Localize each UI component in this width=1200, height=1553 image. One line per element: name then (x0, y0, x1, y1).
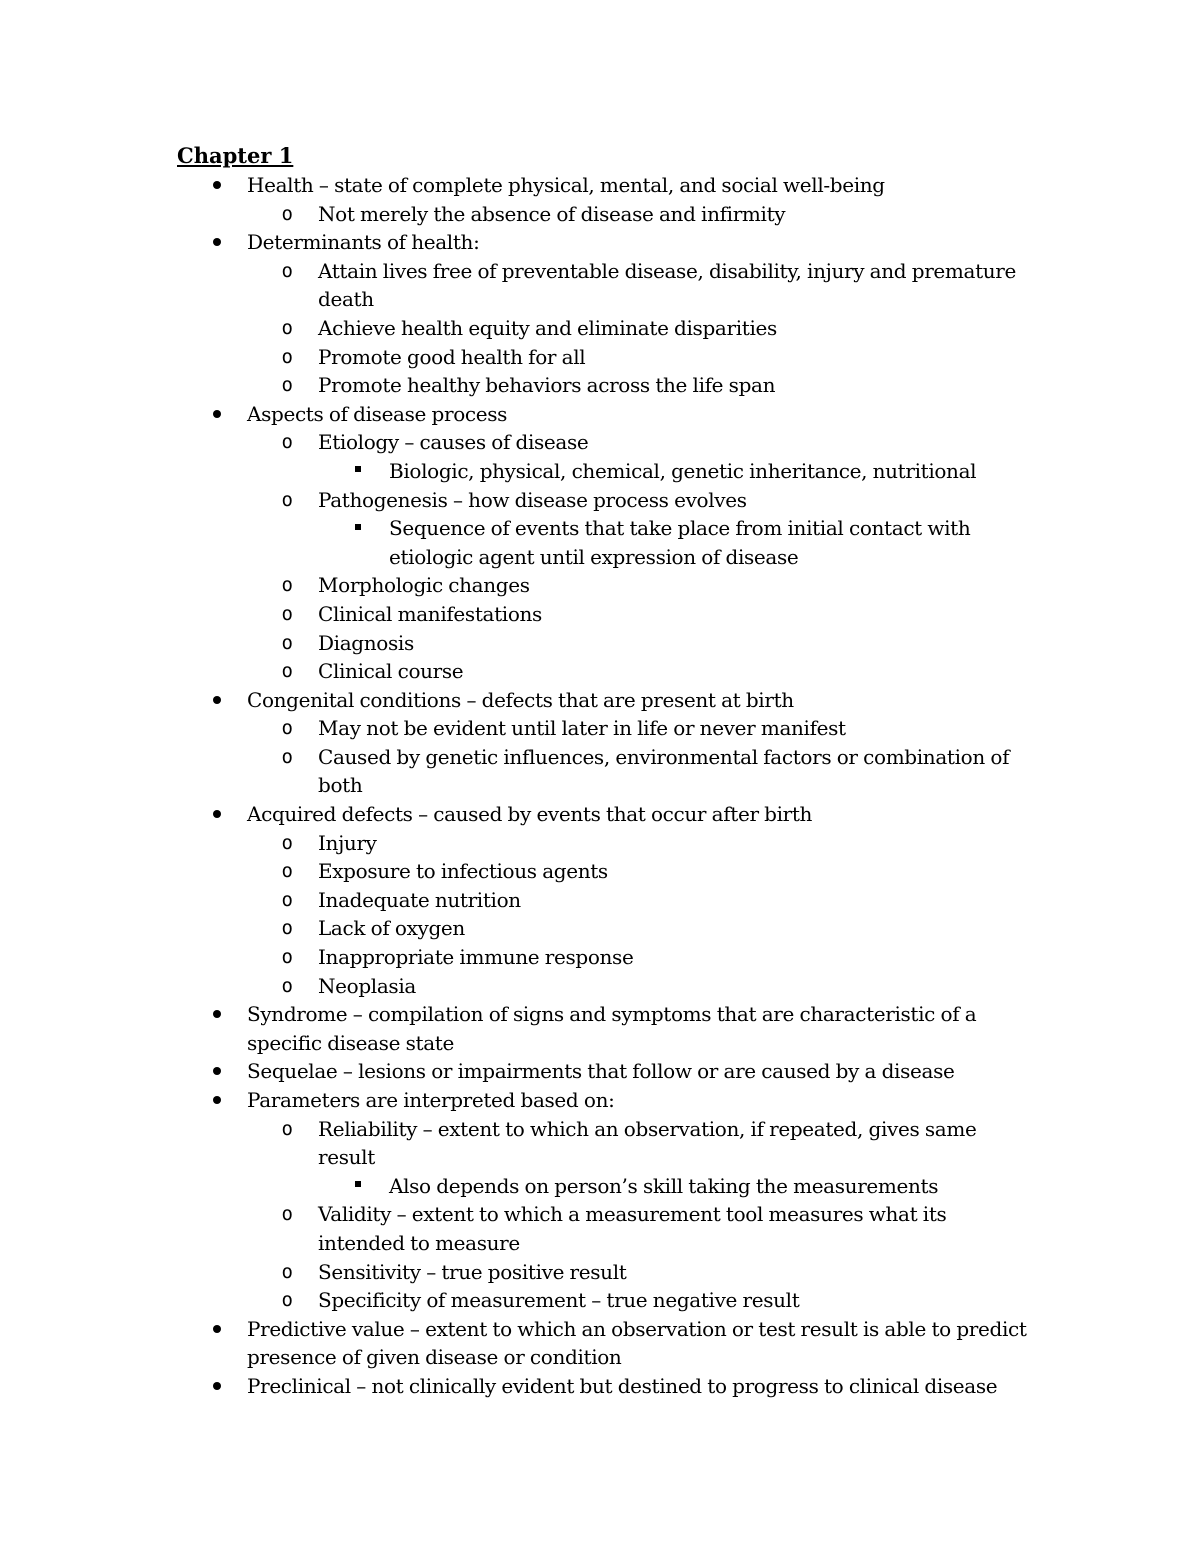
outline-item-text: May not be evident until later in life or never manifest (318, 716, 846, 741)
outline-item-level-2 (177, 314, 1037, 343)
square-bullet-icon (348, 514, 368, 543)
outline-item-text: Predictive value – extent to which an observation or test result is able to predict presence of given disease or condition (247, 1316, 1027, 1370)
outline-item-level-1 (177, 800, 1037, 829)
circle-bullet-icon: o (281, 1289, 293, 1312)
outline-item-text: Aspects of disease process (247, 401, 508, 426)
disc-bullet-icon (207, 228, 227, 257)
outline-item-text: Promote good health for all (318, 344, 586, 369)
outline-item-level-1 (177, 686, 1037, 715)
outline-item-level-2 (177, 886, 1037, 915)
circle-bullet-icon: o (281, 1203, 293, 1226)
outline-item-text: Neoplasia (318, 973, 416, 998)
outline-item-level-1 (177, 1086, 1037, 1115)
disc-bullet-icon (207, 171, 227, 200)
disc-bullet-icon (207, 1315, 227, 1344)
outline-item-text: Promote healthy behaviors across the life span (318, 373, 776, 398)
outline-item-text: Clinical manifestations (318, 601, 542, 626)
outline-item-text: Inappropriate immune response (318, 945, 634, 970)
outline-item-level-2 (177, 1200, 1037, 1257)
disc-bullet-icon (207, 1000, 227, 1029)
circle-bullet-icon: o (281, 602, 293, 625)
circle-bullet-icon: o (281, 717, 293, 740)
disc-bullet-icon (207, 1057, 227, 1086)
outline-item-level-2 (177, 428, 1037, 457)
circle-bullet-icon: o (281, 488, 293, 511)
outline-item-level-1 (177, 400, 1037, 429)
chapter-heading: Chapter 1 (177, 143, 294, 168)
outline-item-text: Sequelae – lesions or impairments that follow or are caused by a disease (247, 1059, 955, 1084)
outline-item-level-2 (177, 1115, 1037, 1172)
outline-item-level-2 (177, 200, 1037, 229)
circle-bullet-icon: o (281, 574, 293, 597)
outline-item-text: Validity – extent to which a measurement tool measures what its intended to measure (318, 1202, 947, 1255)
outline-item-text: Not merely the absence of disease and infirmity (318, 201, 786, 226)
disc-bullet-icon (207, 400, 227, 429)
outline-item-text: Syndrome – compilation of signs and symptoms that are characteristic of a specific disease state (247, 1002, 977, 1055)
outline-item-level-2 (177, 1258, 1037, 1287)
outline-item-text: Parameters are interpreted based on: (247, 1088, 615, 1112)
circle-bullet-icon: o (281, 860, 293, 883)
outline-item-level-1 (177, 1315, 1037, 1372)
outline-item-text: Clinical course (318, 659, 464, 684)
outline-list (177, 171, 1037, 1401)
outline-item-text: Congenital conditions – defects that are present at birth (247, 687, 794, 712)
outline-item-level-2 (177, 914, 1037, 943)
circle-bullet-icon: o (281, 974, 293, 997)
outline-item-level-2 (177, 972, 1037, 1001)
outline-item-text: Diagnosis (318, 630, 414, 655)
outline-item-level-2 (177, 343, 1037, 372)
outline-item-level-2 (177, 371, 1037, 400)
outline-item-level-2 (177, 571, 1037, 600)
circle-bullet-icon: o (281, 946, 293, 969)
outline-item-level-2 (177, 714, 1037, 743)
outline-item-level-2 (177, 1286, 1037, 1315)
outline-item-level-3 (177, 514, 1037, 571)
circle-bullet-icon: o (281, 316, 293, 339)
outline-item-level-2 (177, 600, 1037, 629)
outline-item-level-1 (177, 1372, 1037, 1401)
outline-item-level-2 (177, 857, 1037, 886)
outline-item-text: Specificity of measurement – true negative result (318, 1288, 800, 1313)
outline-item-text: Caused by genetic influences, environmental factors or combination of both (318, 744, 1010, 798)
disc-bullet-icon (207, 1372, 227, 1401)
outline-item-text: Attain lives free of preventable disease, disability, injury and premature death (318, 258, 1016, 312)
circle-bullet-icon: o (281, 1117, 293, 1140)
circle-bullet-icon: o (281, 888, 293, 911)
circle-bullet-icon: o (281, 745, 293, 768)
outline-item-level-3 (177, 457, 1037, 486)
disc-bullet-icon (207, 1086, 227, 1115)
circle-bullet-icon: o (281, 431, 293, 454)
circle-bullet-icon: o (281, 345, 293, 368)
circle-bullet-icon: o (281, 660, 293, 683)
outline-item-text: Reliability – extent to which an observation, if repeated, gives same result (318, 1116, 977, 1170)
outline-item-level-1 (177, 171, 1037, 200)
square-bullet-icon (348, 457, 368, 486)
circle-bullet-icon: o (281, 202, 293, 225)
outline-item-text: Inadequate nutrition (318, 887, 521, 912)
document-page (177, 140, 1037, 1401)
circle-bullet-icon: o (281, 917, 293, 940)
outline-item-level-1 (177, 1057, 1037, 1086)
circle-bullet-icon: o (281, 374, 293, 397)
outline-item-level-2 (177, 657, 1037, 686)
outline-item-level-1 (177, 1000, 1037, 1057)
outline-item-text: Sequence of events that take place from initial contact with etiologic agent until expression of disease (389, 516, 971, 569)
outline-item-level-2 (177, 486, 1037, 515)
outline-item-level-2 (177, 629, 1037, 658)
outline-item-level-2 (177, 257, 1037, 314)
outline-item-text: Pathogenesis – how disease process evolves (318, 487, 747, 512)
outline-item-level-3 (177, 1172, 1037, 1201)
outline-item-level-1 (177, 228, 1037, 257)
square-bullet-icon (348, 1172, 368, 1201)
outline-item-text: Injury (318, 830, 377, 855)
disc-bullet-icon (207, 686, 227, 715)
circle-bullet-icon: o (281, 1260, 293, 1283)
outline-item-text: Achieve health equity and eliminate disparities (318, 315, 777, 340)
outline-item-text: Lack of oxygen (318, 916, 465, 941)
circle-bullet-icon: o (281, 259, 293, 282)
outline-item-text: Health – state of complete physical, mental, and social well-being (247, 173, 885, 197)
outline-item-text: Etiology – causes of disease (318, 430, 589, 455)
outline-item-level-2 (177, 943, 1037, 972)
circle-bullet-icon: o (281, 631, 293, 654)
circle-bullet-icon: o (281, 831, 293, 854)
outline-item-level-2 (177, 743, 1037, 800)
disc-bullet-icon (207, 800, 227, 829)
outline-item-level-2 (177, 829, 1037, 858)
outline-item-text: Sensitivity – true positive result (318, 1259, 627, 1284)
outline-item-text: Acquired defects – caused by events that occur after birth (247, 802, 813, 827)
outline-item-text: Biologic, physical, chemical, genetic inheritance, nutritional (389, 458, 977, 483)
outline-item-text: Morphologic changes (318, 573, 530, 598)
outline-item-text: Also depends on person’s skill taking the measurements (389, 1173, 939, 1198)
outline-item-text: Exposure to infectious agents (318, 859, 608, 884)
outline-item-text: Preclinical – not clinically evident but destined to progress to clinical disease (247, 1373, 998, 1398)
outline-item-text: Determinants of health: (247, 230, 480, 255)
